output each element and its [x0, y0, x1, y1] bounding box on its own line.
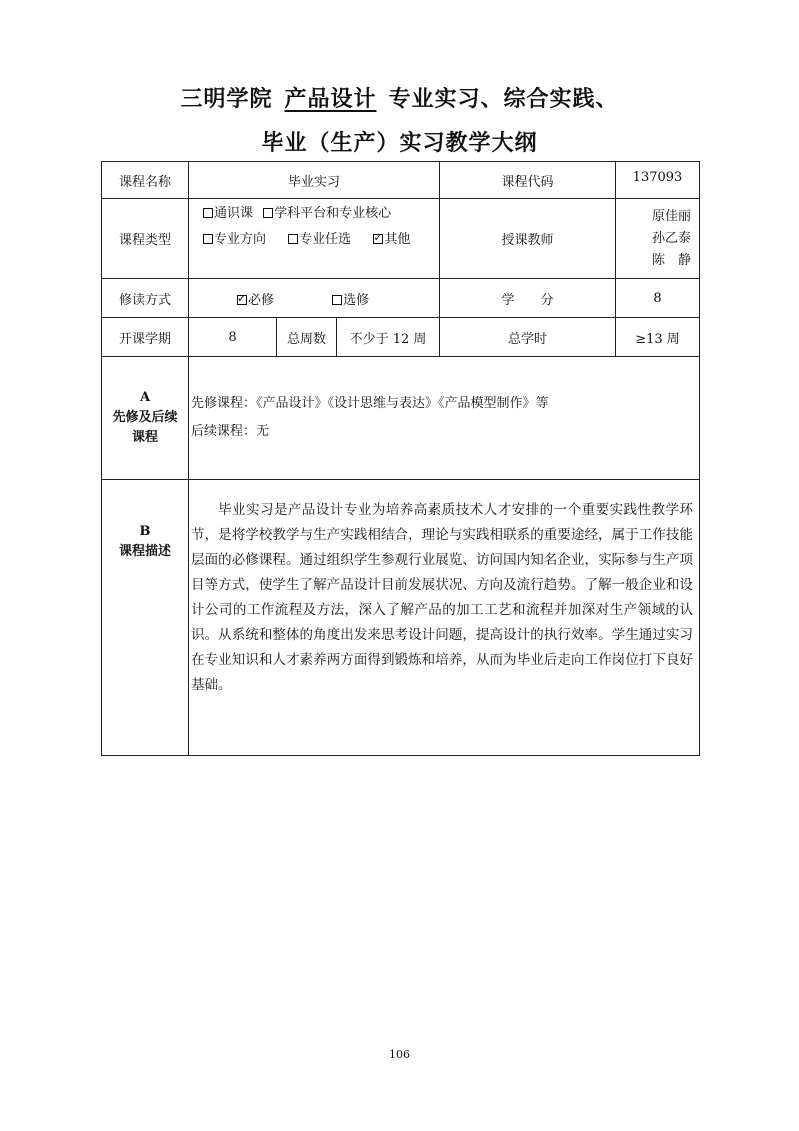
option-required[interactable]: ✓ 必修	[237, 293, 274, 308]
section-a-title-line1: 先修及后续	[112, 410, 178, 425]
total-weeks-label: 总周数	[277, 318, 337, 357]
study-mode-options	[189, 279, 440, 318]
page-number: 106	[389, 1048, 410, 1061]
total-hours-value: ≥13 周	[616, 318, 700, 357]
row-section-a	[102, 357, 700, 480]
row-section-b	[102, 480, 700, 756]
teacher-name: 孙乙泰	[652, 230, 692, 246]
checkbox-other-checked[interactable]	[373, 234, 383, 244]
checkbox-elective[interactable]	[288, 234, 298, 244]
option-direction[interactable]: 专业方向	[203, 232, 266, 247]
teacher-list	[616, 199, 700, 279]
semester-value: 8	[189, 318, 277, 357]
option-optional[interactable]: 选修	[332, 293, 369, 308]
course-description: 毕业实习是产品设计专业为培养高素质技术人才安排的一个重要实践性教学环节，是将学校教学与生产实践相结合，理论与实践相联系的重要途经，属于工作技能层面的必修课程。通过组织学生参观行业展览、访问国内知名企业，实际参与生产项目等方式，使学生了解产品设计目前发展状况、方向及流行趋势。了解一般企业和设计公司的工作流程及方法，深入了解产品的加工工艺和流程并加深对生产领域的认识。从系统和整体的角度出发来思考设计问题，提高设计的执行效率。学生通过实习在专业知识和人才素养两方面得到锻炼和培养，从而为毕业后走向工作岗位打下良好基础。	[189, 480, 700, 756]
row-course-type	[102, 199, 700, 279]
title-suffix: 专业实习、综合实践、	[388, 87, 619, 112]
section-a-title-line2: 课程	[131, 430, 158, 445]
document-title-line1	[0, 82, 799, 113]
course-code-value: 137093	[616, 162, 700, 199]
course-name-value: 毕业实习	[189, 162, 440, 199]
section-a-header	[102, 357, 189, 480]
row-semester	[102, 318, 700, 357]
subsequent-courses: 后续课程：无	[191, 424, 270, 439]
course-outline-table	[101, 161, 700, 756]
teacher-name: 原佳丽	[652, 208, 692, 224]
checkbox-discipline[interactable]	[263, 208, 273, 218]
course-type-label: 课程类型	[102, 199, 189, 279]
checkbox-required-checked[interactable]	[237, 295, 247, 305]
credit-value: 8	[616, 279, 700, 318]
section-b-header	[102, 480, 189, 756]
row-course-name	[102, 162, 700, 199]
major-name: 产品设计	[284, 87, 377, 112]
teacher-label: 授课教师	[440, 199, 616, 279]
teacher-name: 陈 静	[652, 252, 692, 268]
course-name-label: 课程名称	[102, 162, 189, 199]
total-hours-label: 总学时	[440, 318, 616, 357]
checkbox-general[interactable]	[203, 208, 213, 218]
checkbox-optional[interactable]	[332, 295, 342, 305]
course-type-options	[189, 199, 440, 279]
prerequisite-courses: 先修课程：《产品设计》《设计思维与表达》《产品模型制作》等	[191, 396, 549, 411]
total-weeks-value: 不少于 12 周	[337, 318, 440, 357]
section-b-letter: B	[139, 524, 151, 539]
school-name: 三明学院	[180, 87, 273, 112]
study-mode-label: 修读方式	[102, 279, 189, 318]
semester-label: 开课学期	[102, 318, 189, 357]
section-a-letter: A	[139, 390, 151, 405]
row-study-mode	[102, 279, 700, 318]
checkbox-direction[interactable]	[203, 234, 213, 244]
option-elective[interactable]: 专业任选	[288, 232, 351, 247]
course-code-label: 课程代码	[440, 162, 616, 199]
section-a-content	[189, 357, 700, 480]
option-general[interactable]: 通识课	[203, 206, 253, 221]
section-b-title: 课程描述	[118, 544, 171, 559]
option-discipline[interactable]: 学科平台和专业核心	[263, 206, 391, 221]
document-title-line2: 毕业（生产）实习教学大纲	[261, 131, 538, 156]
option-other[interactable]: ✓ 其他	[373, 232, 410, 247]
credit-label: 学 分	[440, 279, 616, 318]
